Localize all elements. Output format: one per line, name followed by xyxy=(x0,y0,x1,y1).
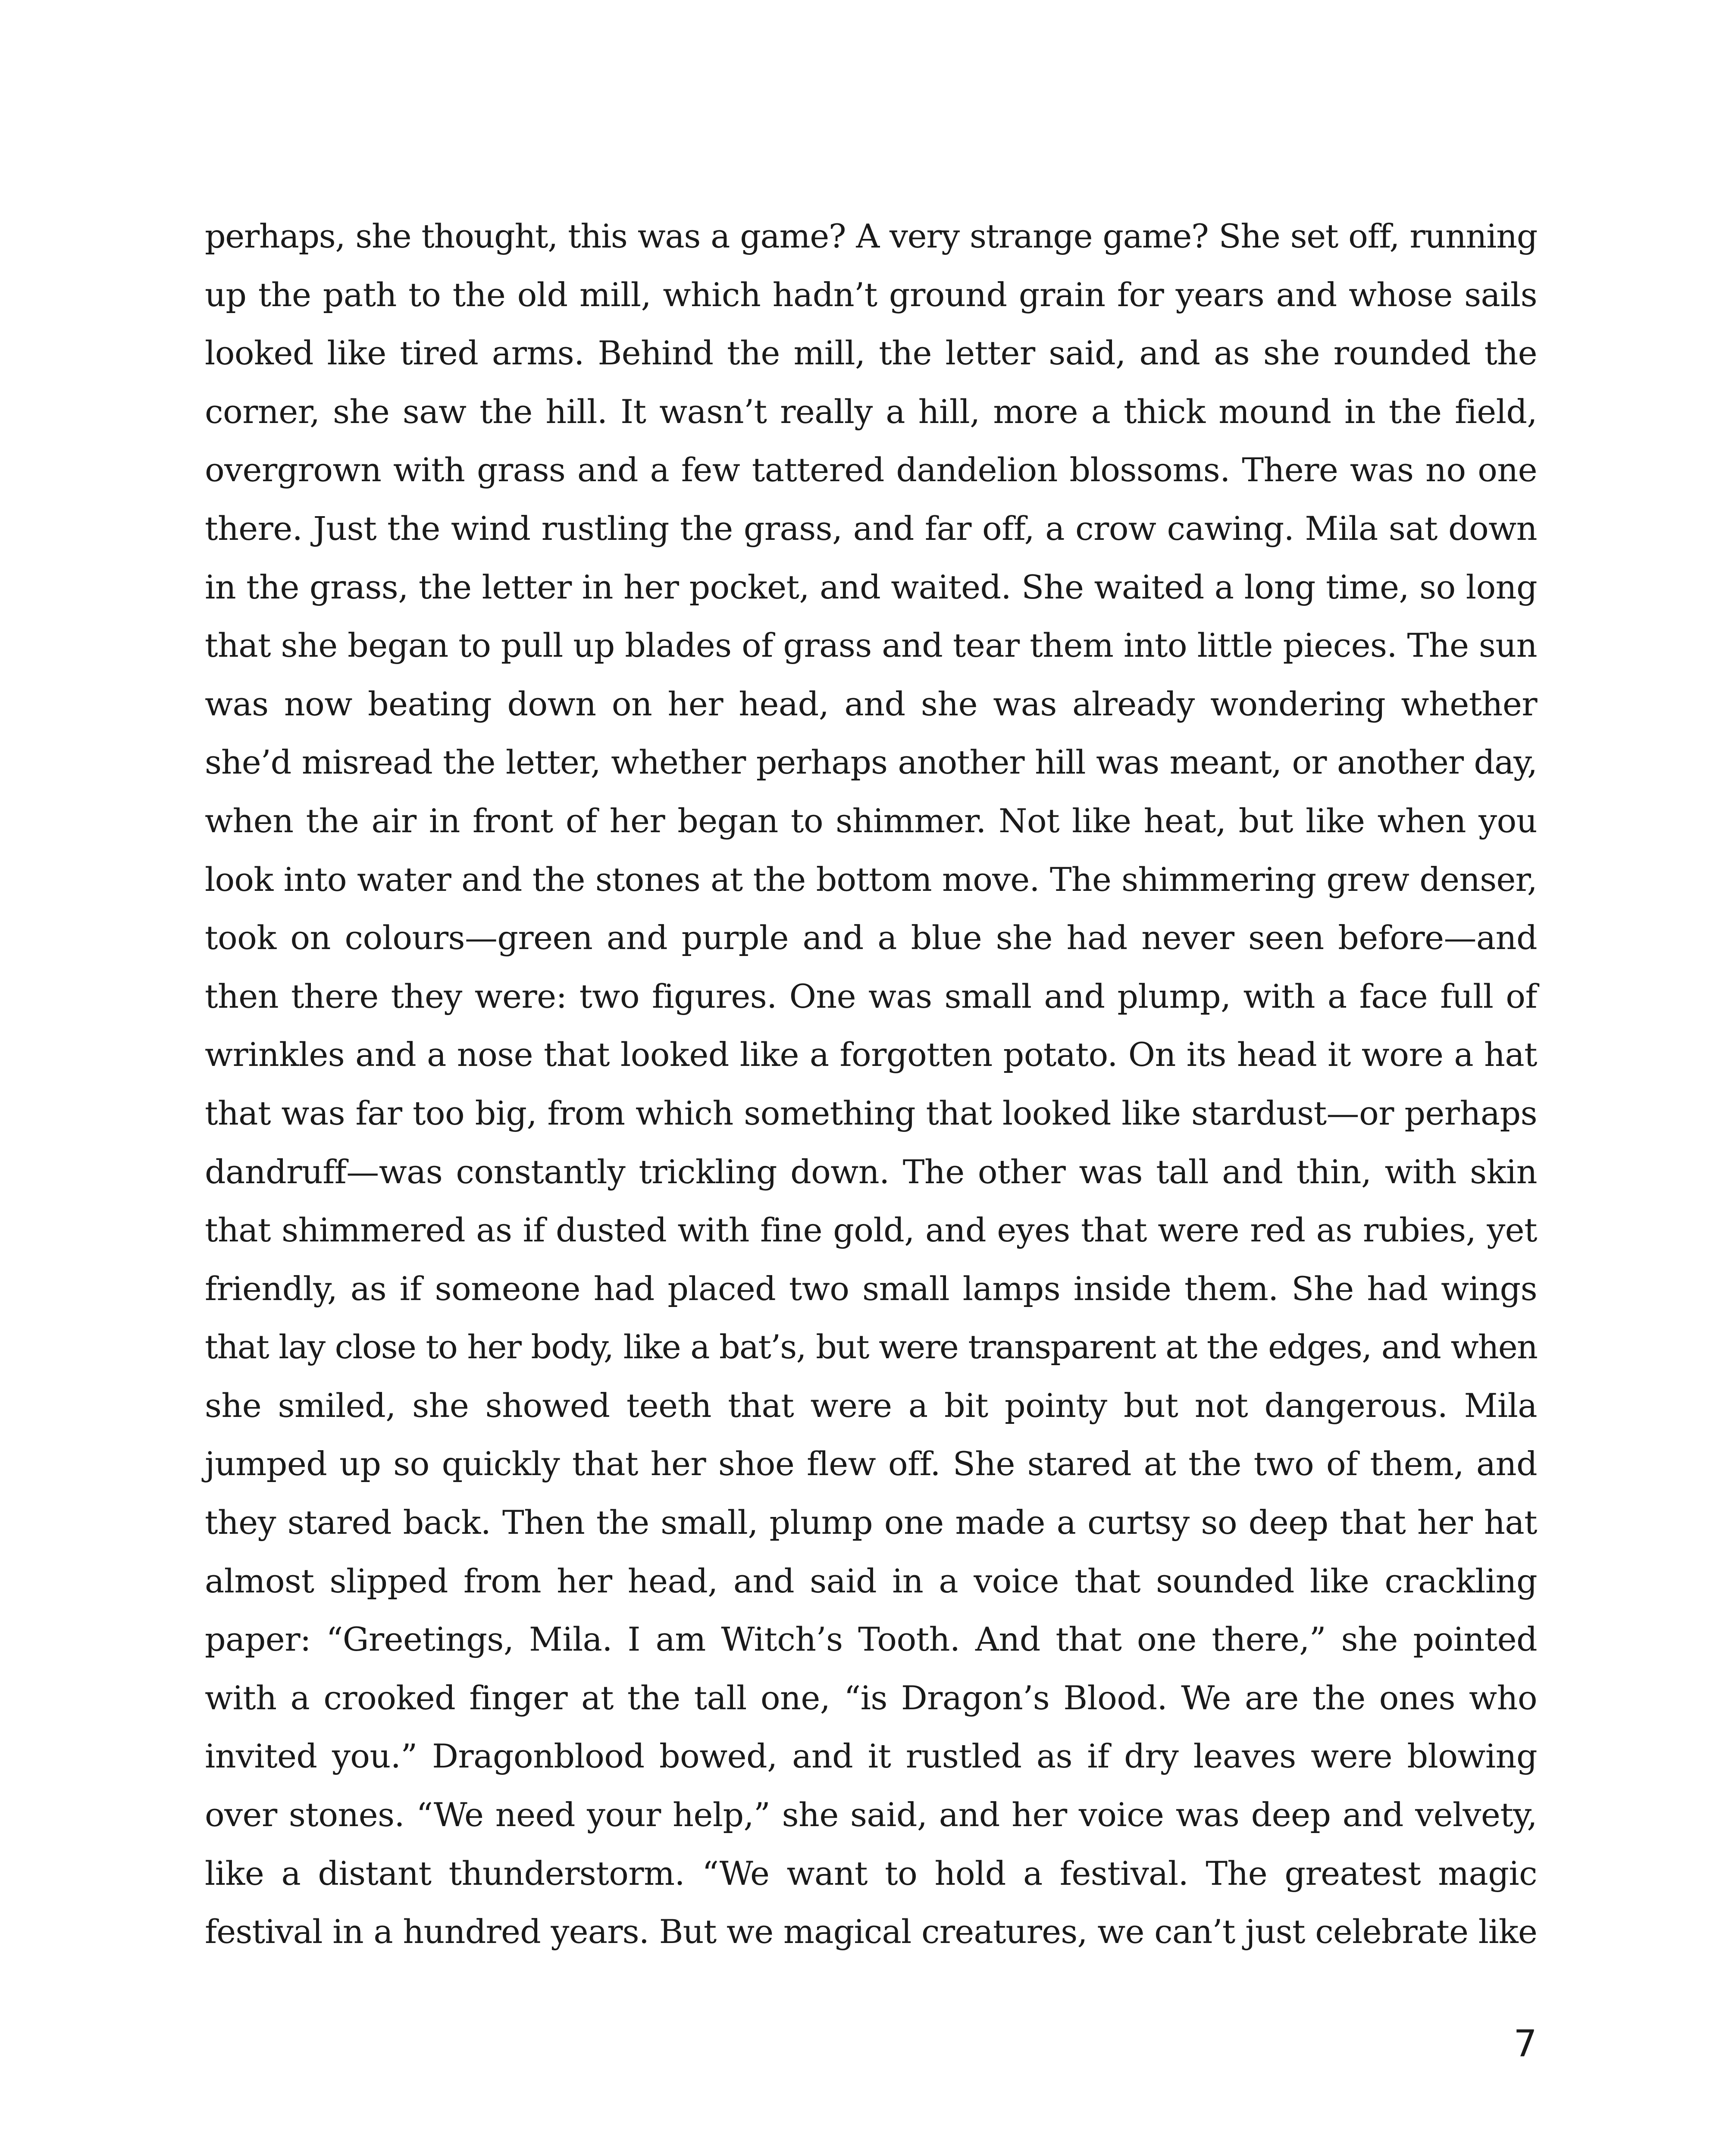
text-line: in the grass, the letter in her pocket, and waited. She waited a long time, so long xyxy=(205,567,1537,606)
page-number: 7 xyxy=(1513,2022,1537,2065)
text-line: she smiled, she showed teeth that were a bit pointy but not dangerous. Mila xyxy=(205,1386,1537,1425)
body-text xyxy=(205,207,1537,1961)
text-line: with a crooked finger at the tall one, “is Dragon’s Blood. We are the ones who xyxy=(205,1678,1537,1717)
text-line: took on colours—green and purple and a blue she had never seen before—and xyxy=(205,918,1537,957)
text-line: festival in a hundred years. But we magical creatures, we can’t just celebrate like xyxy=(205,1912,1537,1951)
text-line: then there they were: two figures. One was small and plump, with a face full of xyxy=(205,977,1537,1015)
text-line: up the path to the old mill, which hadn’t ground grain for years and whose sails xyxy=(205,275,1537,314)
text-line: when the air in front of her began to shimmer. Not like heat, but like when you xyxy=(205,801,1537,840)
text-line: over stones. “We need your help,” she said, and her voice was deep and velvety, xyxy=(205,1796,1537,1834)
text-line: almost slipped from her head, and said in a voice that sounded like crackling xyxy=(205,1561,1537,1600)
text-line: they stared back. Then the small, plump one made a curtsy so deep that her hat xyxy=(205,1503,1537,1542)
text-line: overgrown with grass and a few tattered dandelion blossoms. There was no one xyxy=(205,451,1537,489)
text-line: invited you.” Dragonblood bowed, and it rustled as if dry leaves were blowing xyxy=(205,1737,1537,1776)
text-line: dandruff—was constantly trickling down. The other was tall and thin, with skin xyxy=(205,1152,1537,1191)
text-line: that lay close to her body, like a bat’s, but were transparent at the edges, and when xyxy=(205,1328,1537,1366)
text-line: was now beating down on her head, and she was already wondering whether xyxy=(205,684,1537,723)
text-line: that she began to pull up blades of grass and tear them into little pieces. The sun xyxy=(205,626,1537,665)
text-line: that was far too big, from which something that looked like stardust—or perhaps xyxy=(205,1094,1537,1132)
text-line: looked like tired arms. Behind the mill, the letter said, and as she rounded the xyxy=(205,334,1537,373)
text-line: perhaps, she thought, this was a game? A very strange game? She set off, running xyxy=(205,217,1537,255)
text-line: paper: “Greetings, Mila. I am Witch’s Tooth. And that one there,” she pointed xyxy=(205,1620,1537,1659)
text-line: jumped up so quickly that her shoe flew off. She stared at the two of them, and xyxy=(205,1445,1537,1483)
text-line: look into water and the stones at the bottom move. The shimmering grew denser, xyxy=(205,860,1537,899)
text-line: there. Just the wind rustling the grass, and far off, a crow cawing. Mila sat down xyxy=(205,509,1537,548)
text-line: wrinkles and a nose that looked like a forgotten potato. On its head it wore a hat xyxy=(205,1035,1537,1074)
text-line: she’d misread the letter, whether perhaps another hill was meant, or another day, xyxy=(205,743,1537,782)
text-line: like a distant thunderstorm. “We want to hold a festival. The greatest magic xyxy=(205,1854,1537,1893)
text-line: that shimmered as if dusted with fine gold, and eyes that were red as rubies, yet xyxy=(205,1211,1537,1250)
text-line: friendly, as if someone had placed two small lamps inside them. She had wings xyxy=(205,1269,1537,1308)
text-line: corner, she saw the hill. It wasn’t really a hill, more a thick mound in the field, xyxy=(205,392,1537,431)
